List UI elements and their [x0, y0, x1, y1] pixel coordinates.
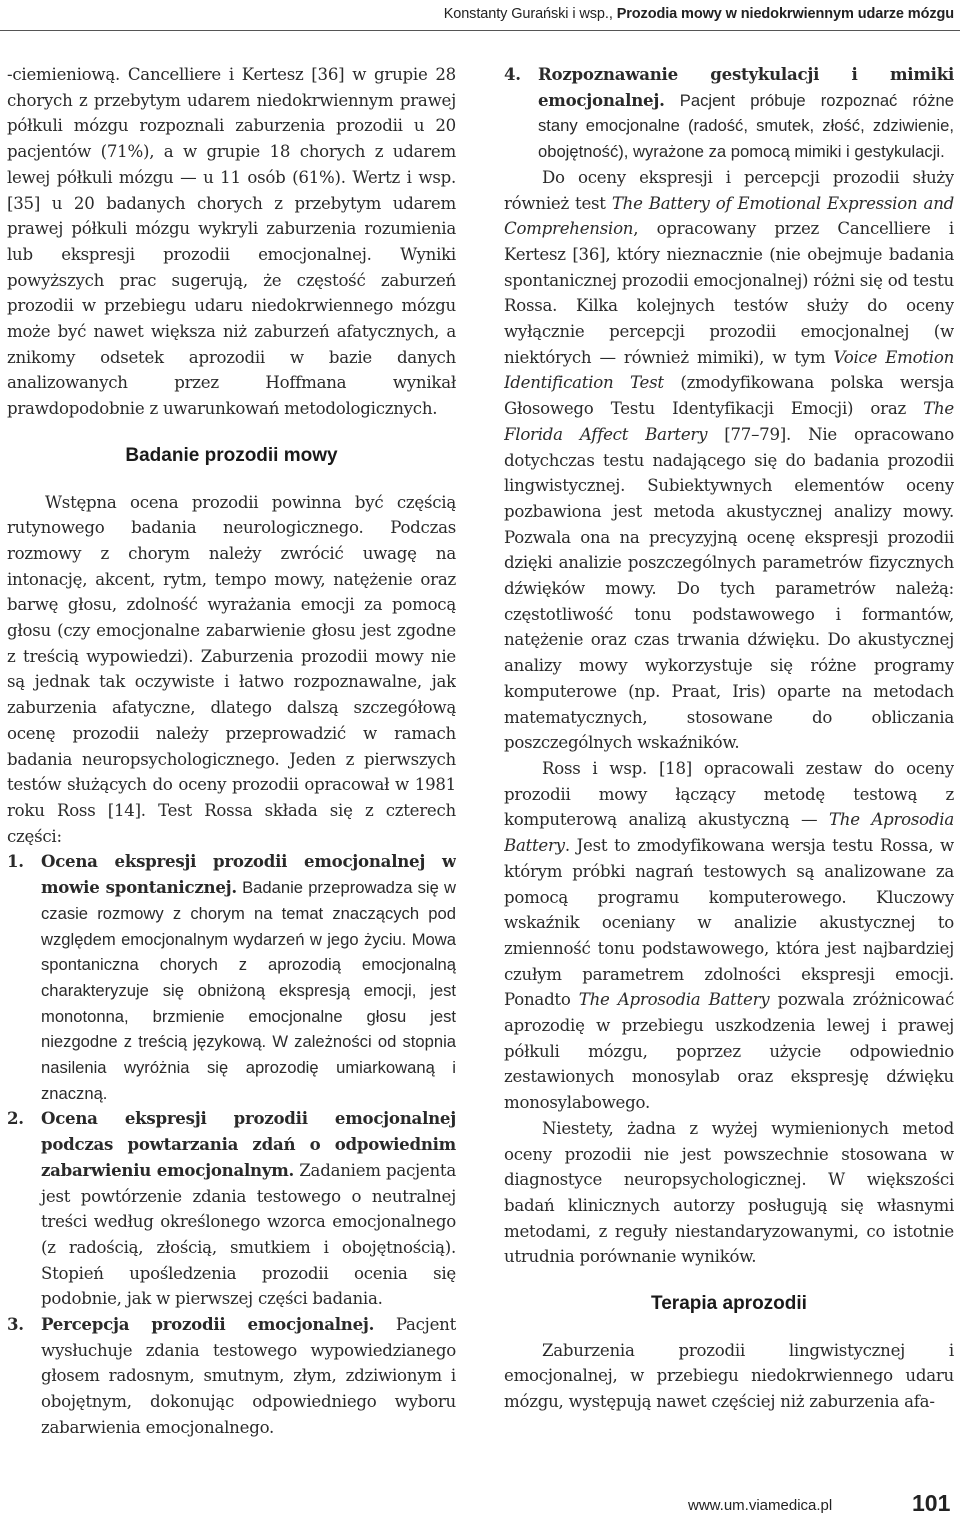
- paragraph-tests: [504, 165, 954, 756]
- list-number: 3.: [7, 1314, 24, 1335]
- running-head: [444, 6, 954, 22]
- paragraph-terapia: Zaburzenia prozodii lingwistycznej i emocjonalnej, w przebiegu niedokrwiennego udaru mózgu, występują nawet częściej niż zaburzenia afa-: [504, 1340, 954, 1412]
- text-run: pozwala zróżnicować aprozodię w przebiegu uszkodzenia lewej i prawej półkuli mózgu, poprzez użycie odpowiednio zestawionych monosylab oraz ekspresję dźwięku monosylabowego.: [504, 990, 954, 1113]
- list-item-3: [7, 1312, 456, 1441]
- running-head-title: Prozodia mowy w niedokrwiennym udarze mózgu: [616, 6, 954, 22]
- list-number: 1.: [7, 851, 24, 872]
- running-head-authors: Konstanty Gurański i wsp.,: [443, 6, 613, 22]
- test-name: The Battery of Emotional Expression and Comprehension: [504, 193, 954, 239]
- test-name: The Aprosodia Battery: [578, 990, 770, 1010]
- list-item-1: [7, 849, 456, 1106]
- page-number: 101: [912, 1490, 951, 1516]
- paragraph-intro: -ciemieniową. Cancelliere i Kertesz [36] w grupie 28 chorych z przebytym udarem niedokrwiennym prawej półkuli mózgu rozpoznali zaburzenia prozodii u 20 pacjentów (71%), a w grupie 18 chorych z udarem lewej półkuli mózgu — u 11 osób (61%). Wertz i wsp. [35] u 20 badanych chorych z przebytym udarem prawej półkuli mózgu wykryli zaburzenia rozumienia lub ekspresji prozodii emocjonalnej. Wyniki powyższych prac sugerują, że częstość zaburzeń prozodii w przebiegu udaru niedokrwiennego mózgu może być nawet większa niż zaburzeń afatycznych, a znikomy odsetek aprozodii w bazie danych analizowanych przez Hoffmana wynikał prawdopodobnie z uwarunkowań metodologicznych.: [7, 65, 456, 419]
- text-run: Do oceny ekspresji i percepcji prozodii służy również test: [504, 167, 954, 213]
- list-number: 4.: [504, 64, 521, 84]
- left-column: [7, 62, 456, 1472]
- list-item-heading: Rozpoznawanie gestykulacji i mimiki emocjonalnej.: [538, 64, 954, 110]
- section-heading-terapia: Terapia aprozodii: [651, 1293, 807, 1315]
- test-name: The Aprosodia Battery: [504, 810, 954, 856]
- paragraph-ross: [504, 756, 954, 1116]
- test-name: Voice Emotion Identification Test: [504, 347, 954, 393]
- footer-url: www.um.viamedica.pl: [688, 1497, 833, 1514]
- list-item-2: [7, 1106, 456, 1312]
- text-run: Ross i wsp. [18] opracowali zestaw do oceny prozodii mowy łączący metodę testową z komputerową analizą akustyczną —: [504, 758, 954, 830]
- text-run: . Jest to zmodyfikowana wersja testu Rossa, w którym próbki nagrań testowych są analizowane za pomocą programu komputerowego. Kluczowy wskaźnik oceniany w analizie akustycznej to zmienność tonu podstawowego, która jest najbardziej czułym parametrem zdolności ekspresji emocji. Ponadto: [504, 836, 954, 1010]
- section-heading-badanie: Badanie prozodii mowy: [125, 444, 338, 466]
- list-number: 2.: [7, 1108, 24, 1129]
- text-run: , opracowany przez Cancelliere i Kertesz [36], który nieznacznie (nie obejmuje badania spontanicznej prozodii emocjonalnej) różni się od testu Rossa. Kilka kolejnych testów służy do oceny wyłącznie percepcji prozodii emocjonalnej (w niektórych — również mimiki), w tym: [504, 219, 954, 367]
- list-item-body: Pacjent próbuje rozpoznać różne stany emocjonalne (radość, smutek, złość, zdziwienie, obojętność), wyrażone za pomocą mimiki i gestykulacji.: [538, 90, 954, 162]
- list-item-body: Pacjent wysłuchuje zdania testowego wypowiedzianego głosem radosnym, smutnym, złym, zdziwionym i obojętnym, dokonując odpowiedniego wyboru zabarwienia emocjonalnego.: [41, 1315, 456, 1437]
- text-run: [77–79]. Nie opracowano dotychczas testu nadającego się do badania prozodii lingwistycznej. Subiektywnych elementów oceny pozbawiona jest metoda akustycznej analizy mowy. Pozwala ona na precyzyjną ocenę ekspresji prozodii dzięki analizie poszczególnych parametrów fizycznych dźwięków mowy. Do tych parametrów należą: częstotliwość tonu podstawowego i formantów, natężenie oraz czas trwania dźwięku. Do akustycznej analizy mowy wykorzystuje się różne programy komputerowe (np. Praat, Iris) oparte na metodach matematycznych, stosowane do obliczania poszczególnych wskaźników.: [504, 424, 954, 753]
- text-run: (zmodyfikowana polska wersja Głosowego Testu Identyfikacji Emocji) oraz: [504, 373, 954, 419]
- list-item-heading: Percepcja prozodii emocjonalnej.: [41, 1314, 375, 1335]
- list-item-heading: Ocena ekspresji prozodii emocjonalnej w mowie spontanicznej.: [41, 851, 456, 898]
- test-name: The Florida Affect Bartery: [504, 399, 954, 444]
- list-item-body: Badanie przeprowadza się w czasie rozmowy z chorym na temat znaczących pod względem emocjonalnym wydarzeń w jego życiu. Mowa spontaniczna chorych z aprozodią emocjonalną charakteryzuje się obniżoną ekspresją emocji, jest monotonna, brzmienie emocjonalne głosu jest niezgodne z treścią językową. W zależności od stopnia nasilenia wyróżnia się aprozodię umiarkowaną i znaczną.: [41, 878, 456, 1103]
- right-column: [504, 62, 954, 1472]
- paragraph-niestety: Niestety, żadna z wyżej wymienionych metod oceny prozodii nie jest powszechnie stosowana w diagnostyce neuropsychologicznej. W większości badań klinicznych autorzy posługują się własnymi metodami, z reguły niestandaryzowanymi, co istotnie utrudnia porównanie wyników.: [504, 1118, 954, 1267]
- header-rule: [0, 30, 960, 31]
- list-item-4: [504, 62, 954, 165]
- list-item-heading: Ocena ekspresji prozodii emocjonalnej podczas powtarzania zdań o odpowiednim zabarwieniu emocjonalnym.: [41, 1108, 456, 1180]
- list-item-body: Zadaniem pacjenta jest powtórzenie zdania testowego o neutralnej treści według określonego wzorca emocjonalnego (z radością, złością, smutkiem i obojętnością). Stopień upośledzenia prozodii ocenia się podobnie, jak w pierwszej części badania.: [41, 1160, 456, 1309]
- paragraph-badanie: Wstępna ocena prozodii powinna być częścią rutynowego badania neurologicznego. Podczas rozmowy z chorym należy zwrócić uwagę na intonację, akcent, rytm, tempo mowy, natężenie oraz barwę głosu, zdolność wyrażania emocji za pomocą głosu (czy emocjonalne zabarwienie głosu jest zgodne z treścią wypowiedzi). Zaburzenia prozodii mowy nie są jednak tak oczywiste i łatwo rozpoznawalne, jak zaburzenia afatyczne, dlatego dalszą szczegółową ocenę prozodii należy przeprowadzić w ramach badania neuropsychologicznego. Jeden z pierwszych testów służących do oceny prozodii opracował w 1981 roku Ross [14]. Test Rossa składa się z czterech części:: [7, 492, 456, 846]
